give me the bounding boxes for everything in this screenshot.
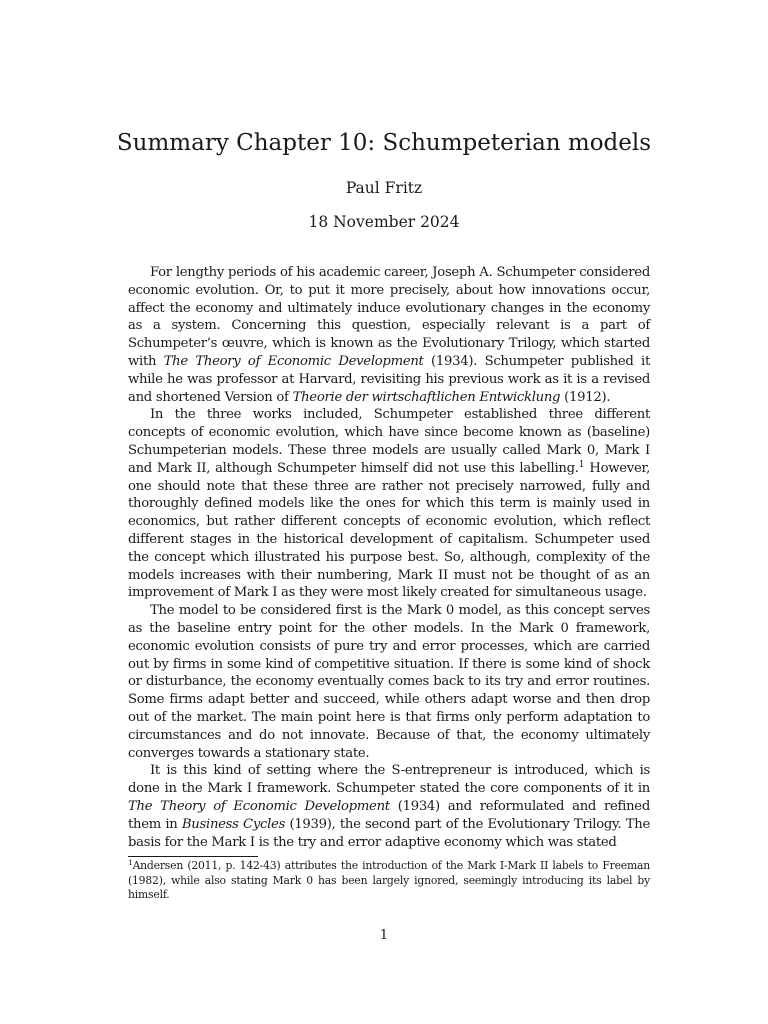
paragraph-text: For lengthy periods of his academic career, Joseph A. Schumpeter considered economic evolution. Or, to put it more precisely, about how innovations occur, affect the economy and ultimately induce evolutionary changes in the economy as a system. Concerning this question, especially relevant is a part of Schumpeter’s œuvre, which is known as the Evolutionary Trilogy, which started with <box>128 265 650 369</box>
paragraph-text: (1934). Schumpeter published it while he was professor at Harvard, revisiting his previous work as it is a revised and shortened Version of <box>128 353 650 405</box>
body-text <box>128 264 650 851</box>
paragraph-4 <box>128 762 650 851</box>
paragraph-text: In the three works included, Schumpeter established three different concepts of economic evolution, which have since become known as (baseline) Schumpeterian models. These three models are usually called Mark 0, Mark I and Mark II, although Schumpeter himself did not use this labelling. <box>128 407 650 476</box>
paragraph-text: (1912). <box>560 389 611 405</box>
footnote-rule <box>128 856 258 857</box>
paragraph-text: However, one should note that these three are rather not precisely narrowed, fully and thoroughly defined models like the ones for which this term is mainly used in economics, but rather different concepts of economic evolution, which reflect different stages in the historical development of capitalism. Schumpeter used the concept which illustrated his purpose best. So, although, complexity of the models increases with their numbering, Mark II must not be thought of as an improvement of Mark I as they were most likely created for simultaneous usage. <box>128 460 650 601</box>
publication-date: 18 November 2024 <box>308 213 460 231</box>
paragraph-1 <box>128 264 650 406</box>
author-name: Paul Fritz <box>345 179 423 197</box>
paragraph-3 <box>128 602 650 762</box>
book-title: Theorie der wirtschaftlichen Entwicklung <box>292 389 561 405</box>
footnote-text: Andersen (2011, p. 142-43) attributes the introduction of the Mark I-Mark II labels to Freeman (1982), while also stating Mark 0 has been largely ignored, seemingly introducing its label by himself. <box>128 859 650 901</box>
book-title: The Theory of Economic Development <box>128 798 390 814</box>
footnote <box>128 859 650 903</box>
paragraph-2 <box>128 406 650 602</box>
book-title: The Theory of Economic Development <box>163 353 424 369</box>
footnote-marker[interactable]: 1 <box>578 459 585 470</box>
paragraph-text: The model to be considered first is the Mark 0 model, as this concept serves as the baseline entry point for the other models. In the Mark 0 framework, economic evolution consists of pure try and error processes, which are carried out by firms in some kind of competitive situation. If there is some kind of shock or disturbance, the economy eventually comes back to its try and error routines. Some firms adapt better and succeed, while others adapt worse and then drop out of the market. The main point here is that firms only perform adaptation to circumstances and do not innovate. Because of that, the economy ultimately converges towards a stationary state. <box>128 603 650 761</box>
paper-title: Summary Chapter 10: Schumpeterian models <box>116 130 652 156</box>
page-number: 1 <box>379 928 389 943</box>
paragraph-text: It is this kind of setting where the S-entrepreneur is introduced, which is done in the Mark I framework. Schumpeter stated the core components of it in <box>128 763 650 797</box>
book-title: Business Cycles <box>181 816 286 832</box>
paragraph-text: (1939), the second part of the Evolutionary Trilogy. The basis for the Mark I is the try and error adaptive economy which was stated <box>128 816 650 850</box>
footnote-number: 1 <box>128 858 133 867</box>
paragraph-text: (1934) and reformulated and refined them in <box>128 798 650 832</box>
